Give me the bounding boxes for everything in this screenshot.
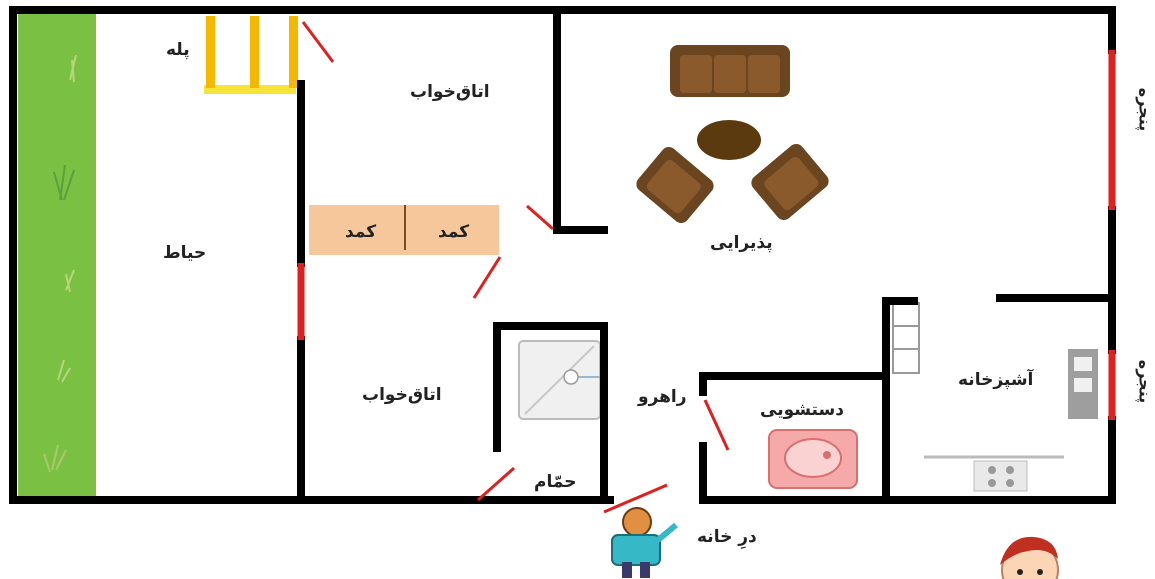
label-bedroom-bottom: اتاق‌خواب [362,385,442,405]
label-bathroom: حمّام [534,472,577,492]
armchair-icon [633,144,717,227]
label-yard: حیاط [163,243,207,263]
armchair-icon-right [748,141,832,224]
shower-icon [519,341,600,419]
kitchen-counter-icon [924,457,1064,491]
door-bathroom [478,468,514,500]
yard-grass [18,14,96,496]
door-bedroom-top [527,206,553,229]
label-living-room: پذیرایی [710,233,773,253]
door-stairs [303,22,333,62]
door-hallway-toilet [705,400,728,450]
person-icon [612,508,676,578]
label-hallway: راهرو [638,387,687,407]
coffee-table-icon [697,120,761,160]
boy-face-icon [1000,537,1058,579]
label-stairs: پله [166,40,190,60]
kitchen-shelf-icon [893,303,919,373]
doors [303,22,728,512]
label-kitchen: آشپزخانه [958,370,1034,390]
label-front-door: درِ خانه [697,527,757,547]
stairs-icon [204,16,298,94]
label-bedroom-top: اتاق‌خواب [410,82,490,102]
label-window-top: پنجره [1135,87,1155,132]
label-closet-right: کمد [438,222,470,242]
label-toilet: دستشویی [760,400,844,420]
stove-icon [1068,349,1098,419]
sofa-icon [670,45,790,97]
label-window-bottom: پنجره [1135,359,1155,404]
toilet-icon [769,430,857,488]
label-closet-left: کمد [345,222,377,242]
door-bedroom-bottom [474,257,500,298]
